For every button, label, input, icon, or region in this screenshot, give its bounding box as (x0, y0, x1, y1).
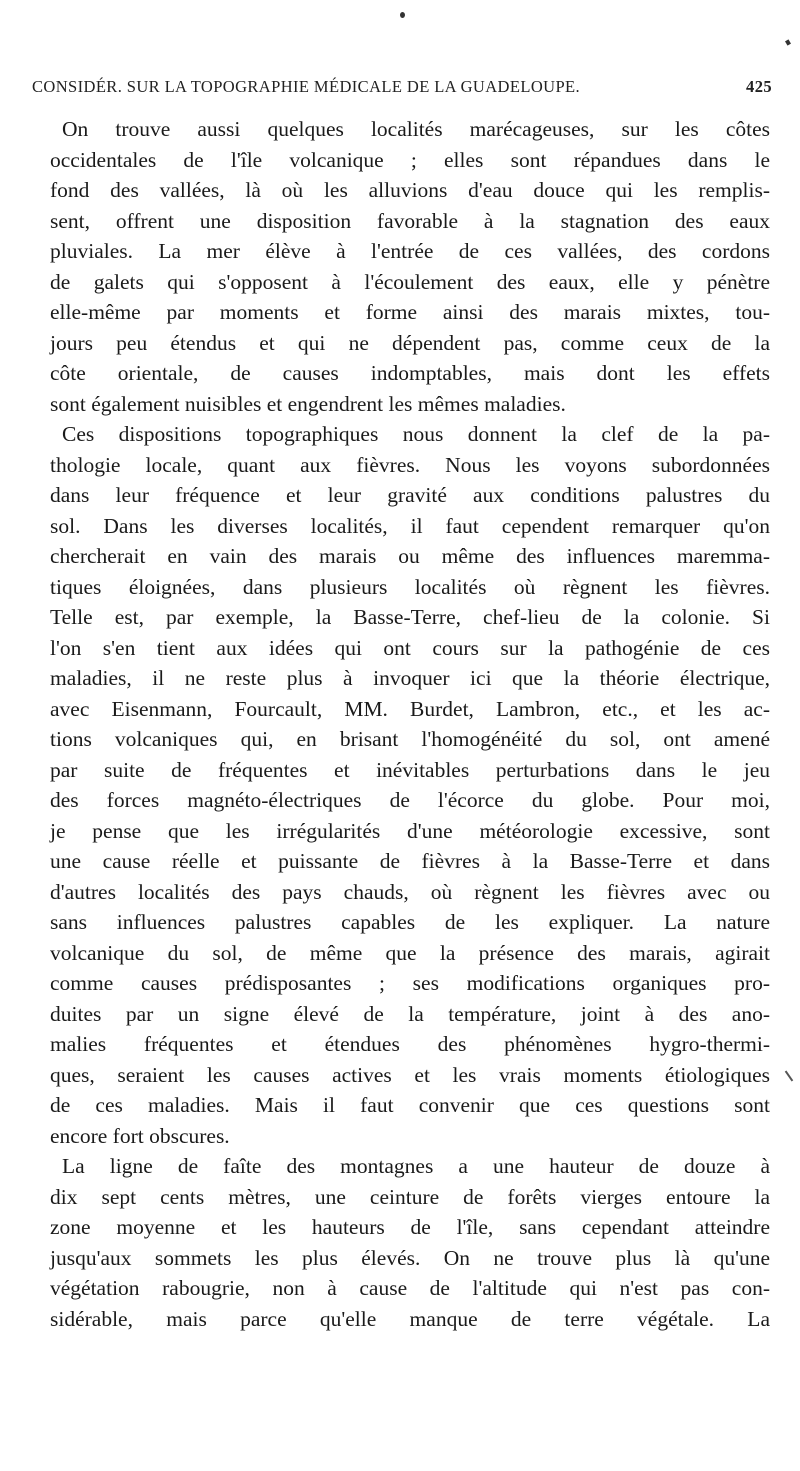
text-line: On trouve aussi quelques localités marécageuses, sur les côtes (62, 117, 770, 141)
text-line: tions volcaniques qui, en brisant l'homogénéité du sol, ont amené (50, 727, 770, 751)
text-line: pluviales. La mer élève à l'entrée de ces vallées, des cordons (50, 239, 770, 263)
text-line: je pense que les irrégularités d'une météorologie excessive, sont (50, 818, 770, 843)
text-line: elle-même par moments et forme ainsi des marais mixtes, tou- (50, 300, 770, 324)
text-line: végétation rabougrie, non à cause de l'altitude qui n'est pas con- (50, 1276, 770, 1300)
text-line: maladies, il ne reste plus à invoquer ici que la théorie électrique, (50, 666, 770, 690)
running-title: CONSIDÉR. SUR LA TOPOGRAPHIE MÉDICALE DE LA GUADELOUPE. (32, 77, 581, 96)
text-line: La ligne de faîte des montagnes a une hauteur de douze à (62, 1154, 770, 1178)
text-line: thologie locale, quant aux fièvres. Nous les voyons subordonnées (50, 452, 770, 477)
text-line: sans influences palustres capables de les expliquer. La nature (50, 910, 770, 934)
text-line: duites par un signe élevé de la température, joint à des ano- (50, 1001, 770, 1026)
text-line: fond des vallées, là où les alluvions d'eau douce qui les remplis- (50, 178, 770, 202)
text-line: dans leur fréquence et leur gravité aux conditions palustres du (50, 483, 770, 507)
text-line: sol. Dans les diverses localités, il faut cependent remarquer qu'on (50, 513, 770, 538)
text-line: côte orientale, de causes indomptables, mais dont les effets (50, 361, 770, 385)
text-line: jours peu étendus et qui ne dépendent pas, comme ceux de la (50, 330, 770, 355)
text-line: des forces magnéto-électriques de l'écorce du globe. Pour moi, (50, 788, 770, 812)
text-line: comme causes prédisposantes ; ses modifications organiques pro- (50, 971, 770, 995)
text-line: chercherait en vain des marais ou même des influences maremma- (50, 544, 770, 568)
print-speck (785, 39, 791, 45)
text-line: jusqu'aux sommets les plus élevés. On ne trouve plus là qu'une (50, 1245, 770, 1270)
text-line: une cause réelle et puissante de fièvres à la Basse-Terre et dans (50, 849, 770, 873)
text-line: volcanique du sol, de même que la présence des marais, agirait (50, 940, 770, 965)
text-line: sent, offrent une disposition favorable à la stagnation des eaux (50, 208, 770, 233)
text-line: Telle est, par exemple, la Basse-Terre, chef-lieu de la colonie. Si (50, 605, 770, 629)
text-line: zone moyenne et les hauteurs de l'île, sans cependant atteindre (50, 1215, 770, 1239)
text-line: de ces maladies. Mais il faut convenir que ces questions sont (50, 1093, 770, 1117)
text-line: Ces dispositions topographiques nous donnent la clef de la pa- (62, 422, 770, 446)
body-text (50, 114, 770, 1334)
text-line: occidentales de l'île volcanique ; elles sont répandues dans le (50, 147, 770, 172)
text-line: avec Eisenmann, Fourcault, MM. Burdet, Lambron, etc., et les ac- (50, 696, 770, 721)
print-speck (400, 12, 405, 18)
text-line: par suite de fréquentes et inévitables perturbations dans le jeu (50, 757, 770, 782)
text-line: tiques éloignées, dans plusieurs localités où règnent les fièvres. (50, 574, 770, 599)
page-number: 425 (746, 77, 772, 96)
text-line: dix sept cents mètres, une ceinture de forêts vierges entoure la (50, 1184, 770, 1209)
running-header (32, 77, 772, 103)
text-line: encore fort obscures. (50, 1123, 230, 1148)
text-line: d'autres localités des pays chauds, où règnent les fièvres avec ou (50, 879, 770, 904)
print-speck (785, 1071, 794, 1082)
text-line: ques, seraient les causes actives et les vrais moments étiologiques (50, 1062, 770, 1087)
text-line: sidérable, mais parce qu'elle manque de terre végétale. La (50, 1306, 770, 1331)
text-line: l'on s'en tient aux idées qui ont cours sur la pathogénie de ces (50, 635, 770, 660)
text-line: malies fréquentes et étendues des phénomènes hygro-thermi- (50, 1032, 770, 1056)
text-line: sont également nuisibles et engendrent les mêmes maladies. (50, 391, 566, 416)
text-line: de galets qui s'opposent à l'écoulement des eaux, elle y pénètre (50, 269, 770, 294)
